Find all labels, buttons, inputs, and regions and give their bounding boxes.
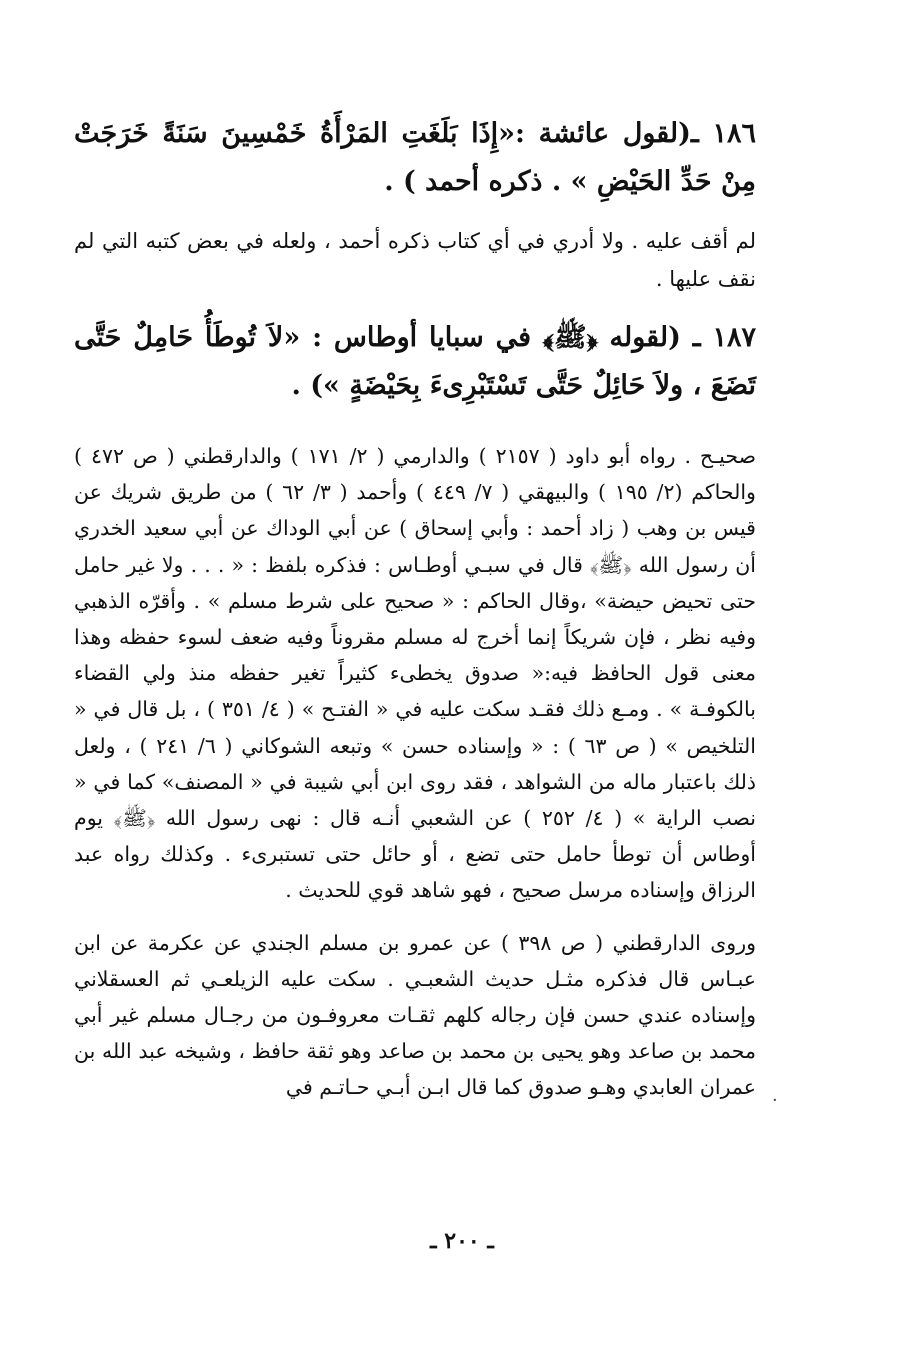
page-content xyxy=(74,110,756,1106)
entry-186-heading: ١٨٦ ـ(لقول عائشة :«إِذَا بَلَغَتِ المَرْأَةُ خَمْسِينَ سَنَةً خَرَجَتْ مِنْ حَدِّ الحَيْضِ » . ذكره أحمد ) . xyxy=(74,118,756,197)
entry-186-note: لم أقف عليه . ولا أدري في أي كتاب ذكره أحمد ، ولعله في بعض كتبه التي لم نقف عليها . xyxy=(74,229,756,291)
margin-dot: · xyxy=(772,1090,778,1111)
page-number: ـ ٢٠٠ ـ xyxy=(430,1228,494,1254)
entry-187-paragraph-2: وروى الدارقطني ( ص ٣٩٨ ) عن عمرو بن مسلم الجندي عن عكرمة عن ابن عبـاس قال فذكره مثـل حديث الشعبـي . سكت عليه الزيلعـي ثم العسقلاني وإسناده عندي حسن فإن رجاله كلهم ثقـات معروفـون من رجـال مسلم غير أبي محمد بن صاعد وهو يحيى بن محمد بن صاعد وهو ثقة حافظ ، وشيخه عبد الله بن عمران العابدي وهـو صدوق كما قال ابـن أبـي حـاتـم في xyxy=(74,930,756,1100)
entry-187-paragraph-1: صحيـح . رواه أبو داود ( ٢١٥٧ ) والدارمي ( ٢/ ١٧١ ) والدارقطني ( ص ٤٧٢ ) والحاكم (٢/ ١٩٥ ) والبيهقي ( ٧/ ٤٤٩ ) وأحمد ( ٣/ ٦٢ ) من طريق شريك عن قيس بن وهب ( زاد أحمد : وأبي إسحاق ) عن أبي الوداك عن أبي سعيد الخدري أن رسول الله ﴿ﷺ﴾ قال في سبـي أوطـاس : فذكره بلفظ : « . . . ولا غير حامل حتى تحيض حيضة» ،وقال الحاكم : « صحيح على شرط مسلم » . وأقرّه الذهبي وفيه نظر ، فإن شريكاً إنما أخرج له مسلم مقروناً وفيه ضعف لسوء حفظه وهذا معنى قول الحافظ فيه:« صدوق يخطىء كثيراً تغير حفظه منذ ولي القضاء بالكوفـة » . ومـع ذلك فقـد سكت عليه في « الفتـح » ( ٤/ ٣٥١ ) ، بل قال في « التلخيص » ( ص ٦٣ ) : « وإسناده حسن » وتبعه الشوكاني ( ٦/ ٢٤١ ) ، ولعل ذلك باعتبار ماله من الشواهد ، فقد روى ابن أبي شيبة في « المصنف» كما في « نصب الراية » ( ٤/ ٢٥٢ ) عن الشعبي أنـه قال : نهى رسول الله ﴿ﷺ﴾ يوم أوطاس أن توطأ حامل حتى تضع ، أو حائل حتى تستبرىء . وكذلك رواه عبد الرزاق وإسناده مرسل صحيح ، فهو شاهد قوي للحديث . xyxy=(74,444,756,903)
entry-187-heading: ١٨٧ ـ (لقوله ﴿ﷺ﴾ في سبايا أوطاس : «لاَ تُوطَأُ حَامِلٌ حَتَّى تَضَعَ ، ولاَ حَائِلٌ حَتَّى تَسْتَبْرِىءَ بِحَيْضَةٍ ») . xyxy=(74,322,756,401)
